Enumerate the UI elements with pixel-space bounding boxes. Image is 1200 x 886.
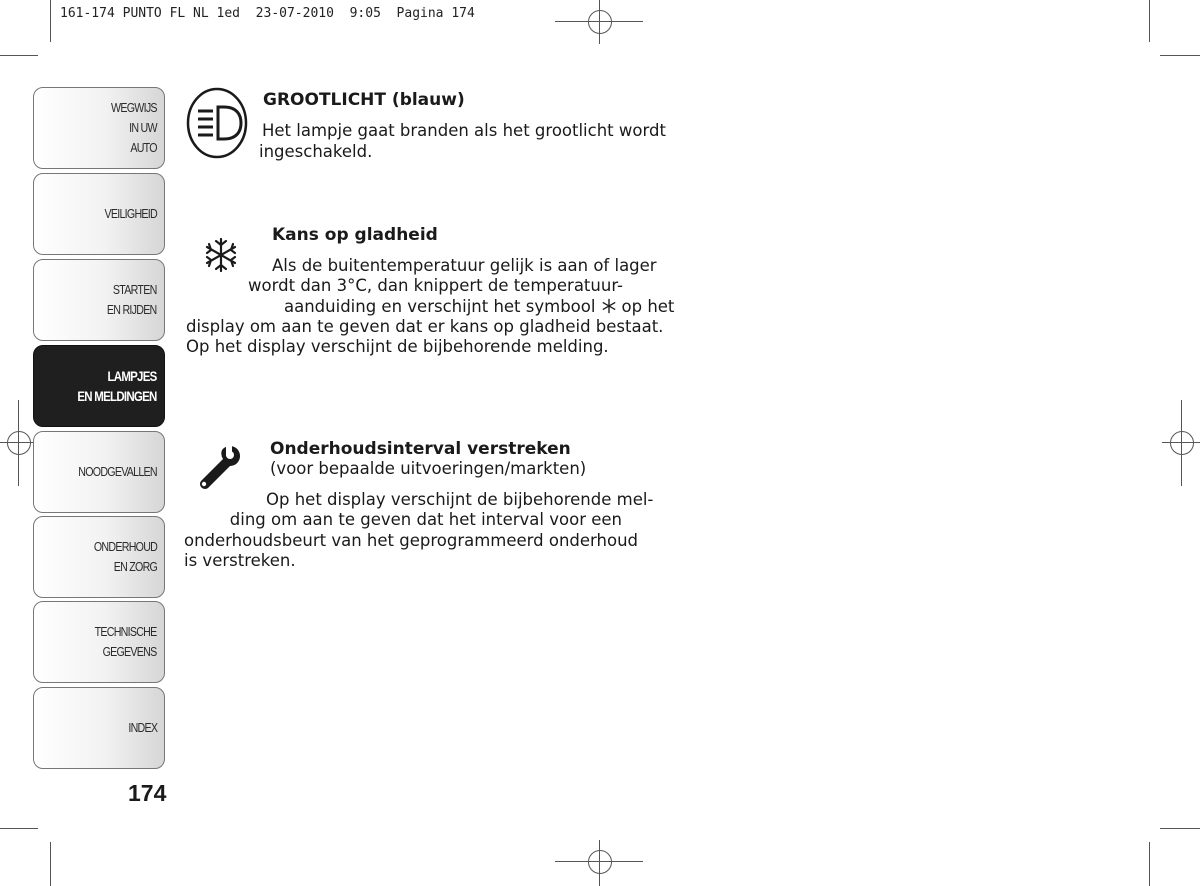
registration-mark — [7, 431, 31, 455]
registration-line — [18, 400, 19, 486]
tab-lampjes-active[interactable] — [33, 345, 165, 427]
paragraph-text: aanduiding en verschijnt het symbool — [284, 297, 596, 316]
tab-onderhoud[interactable] — [33, 516, 165, 598]
section-title: GROOTLICHT (blauw) — [263, 90, 465, 110]
snowflake-icon — [203, 237, 239, 277]
tab-wegwijs[interactable] — [33, 87, 165, 169]
tab-label: INDEX — [128, 720, 157, 735]
crop-mark — [1149, 0, 1150, 42]
paragraph-line: Op het display verschijnt de bijbehorende melding. — [186, 337, 609, 356]
crop-mark — [1149, 842, 1150, 886]
crop-mark — [0, 828, 38, 829]
registration-mark — [1170, 431, 1194, 455]
paragraph-line: onderhoudsbeurt van het geprogrammeerd onderhoud — [184, 531, 639, 550]
high-beam-icon — [185, 86, 251, 164]
registration-line — [599, 0, 600, 44]
paragraph-line: Het lampje gaat branden als het grootlicht wordt — [262, 121, 666, 140]
registration-line — [1181, 400, 1182, 486]
paragraph-text: op het — [621, 297, 675, 316]
print-header: 161-174 PUNTO FL NL 1ed 23-07-2010 9:05 Pagina 174 — [60, 6, 475, 21]
tab-starten[interactable] — [33, 259, 165, 341]
tab-label: LAMPJES EN MELDINGEN — [77, 368, 157, 404]
section-subtitle: (voor bepaalde uitvoeringen/markten) — [270, 459, 587, 478]
tab-label: NOODGEVALLEN — [78, 464, 157, 479]
crop-mark — [0, 55, 38, 56]
tab-label: ONDERHOUD EN ZORG — [93, 539, 157, 574]
section-title: Onderhoudsinterval verstreken — [270, 439, 571, 459]
crop-mark — [1160, 55, 1200, 56]
registration-mark — [588, 10, 612, 34]
paragraph-line: Als de buitentemperatuur gelijk is aan of lager — [272, 256, 657, 275]
crop-mark — [1160, 828, 1200, 829]
crop-mark — [50, 842, 51, 886]
tab-index[interactable] — [33, 687, 165, 769]
wrench-icon — [192, 444, 240, 498]
section-title: Kans op gladheid — [272, 225, 438, 245]
tab-label: STARTEN EN RIJDEN — [107, 282, 157, 317]
paragraph-line: ding om aan te geven dat het interval voor een — [229, 510, 622, 529]
paragraph-line: ingeschakeld. — [259, 142, 373, 161]
paragraph-line: display om aan te geven dat er kans op gladheid bestaat. — [186, 317, 664, 336]
tab-noodgevallen[interactable] — [33, 431, 165, 513]
registration-line — [599, 840, 600, 886]
registration-mark — [588, 850, 612, 874]
tab-label: VEILIGHEID — [104, 206, 157, 221]
paragraph-line: Op het display verschijnt de bijbehorende mel- — [266, 490, 654, 509]
tab-label: WEGWIJS IN UW AUTO — [111, 100, 157, 155]
paragraph-line — [284, 297, 674, 318]
crop-mark — [50, 0, 51, 42]
tab-label: TECHNISCHE GEGEVENS — [95, 624, 157, 659]
page-number: 174 — [128, 780, 167, 806]
tab-veiligheid[interactable] — [33, 173, 165, 255]
tab-technische-gegevens[interactable] — [33, 601, 165, 683]
snowflake-inline-icon — [601, 298, 622, 316]
paragraph-line: is verstreken. — [184, 551, 296, 570]
paragraph-line: wordt dan 3°C, dan knippert de temperatuur- — [248, 276, 623, 295]
